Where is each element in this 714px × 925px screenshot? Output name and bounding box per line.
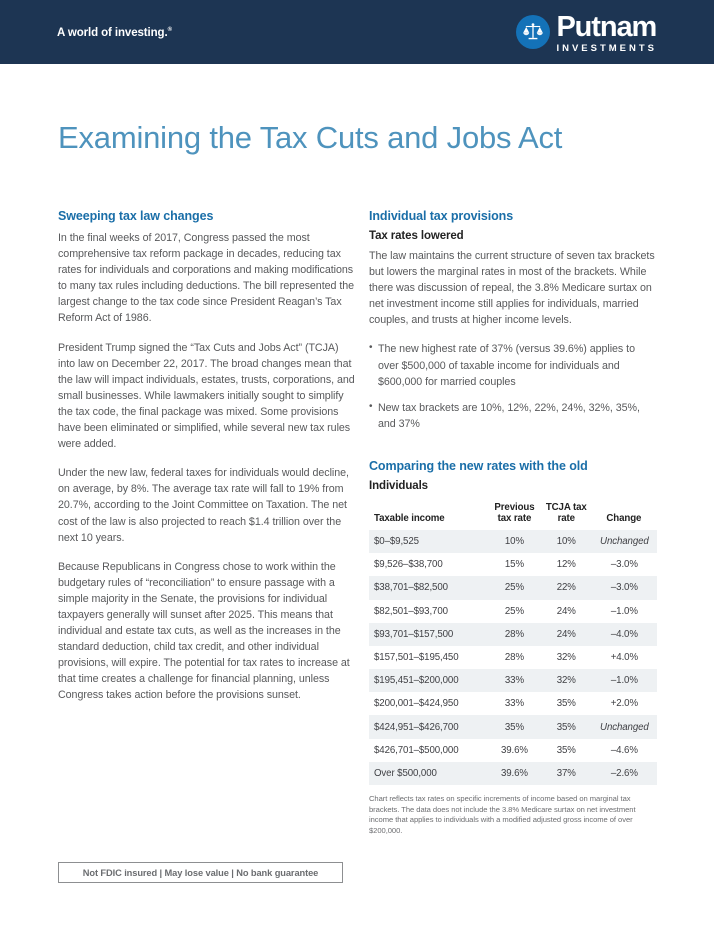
cell-tcja-tax-rate: 32% [542, 669, 591, 692]
cell-previous-tax-rate: 33% [487, 669, 542, 692]
table-row [369, 692, 657, 715]
table-row [369, 530, 657, 553]
provisions-bullet-list [369, 341, 657, 431]
cell-taxable-income: $9,526–$38,700 [374, 559, 443, 571]
table-header [369, 501, 657, 530]
cell-change: –1.0% [591, 669, 657, 692]
cell-previous-tax-rate: 35% [487, 715, 542, 738]
cell-change: +2.0% [610, 698, 638, 710]
spacer [369, 442, 657, 459]
table-row [369, 739, 657, 762]
cell-taxable-income: $93,701–$157,500 [369, 623, 487, 646]
paragraph: Under the new law, federal taxes for individuals would decline, on average, by 8%. The average tax rate will fall to 19% from 20.7%, according to the Joint Committee on Taxation. The net cost of the law is also projected to reach $1.4 trillion over the next 10 years. [58, 467, 349, 544]
table-body [369, 530, 657, 785]
cell-taxable-income: Over $500,000 [369, 762, 487, 785]
cell-previous-tax-rate: 25% [504, 605, 524, 617]
left-section-heading: Sweeping tax law changes [58, 209, 214, 223]
column-header-taxable-income: Taxable income [374, 513, 445, 525]
cell-change: –1.0% [610, 605, 638, 617]
table-row [369, 600, 657, 623]
cell-taxable-income: $157,501–$195,450 [374, 651, 459, 663]
cell-taxable-income: $38,701–$82,500 [369, 576, 487, 599]
header-tagline-text: A world of investing. [57, 27, 168, 39]
cell-previous-tax-rate: 25% [487, 576, 542, 599]
table-subheading: Individuals [369, 479, 428, 492]
disclosure-box [58, 862, 343, 883]
cell-taxable-income: $426,701–$500,000 [374, 744, 459, 756]
tax-rates-table [369, 501, 657, 785]
cell-tcja-tax-rate: 12% [556, 559, 576, 571]
cell-previous-tax-rate: 39.6% [500, 744, 528, 756]
cell-change: +4.0% [610, 651, 638, 663]
header-tagline [57, 27, 172, 39]
cell-change: Unchanged [591, 530, 657, 553]
cell-taxable-income: $424,951–$426,700 [369, 715, 487, 738]
cell-previous-tax-rate: 28% [504, 651, 524, 663]
col-header-line: Previous [494, 501, 535, 513]
table-row [369, 762, 657, 785]
column-header-tcja-tax-rate [542, 501, 591, 530]
column-header-change: Change [606, 513, 642, 525]
paragraph: The law maintains the current structure of seven tax brackets but lowers the marginal rates in most of the brackets. While there was discussion of repeal, the 3.8% Medicare surtax on net investment income still applies for individuals, married couples, and trusts at higher income levels. [369, 250, 655, 327]
cell-previous-tax-rate: 15% [504, 559, 524, 571]
cell-tcja-tax-rate: 24% [556, 605, 576, 617]
cell-tcja-tax-rate: 35% [556, 744, 576, 756]
table-row [369, 646, 657, 669]
cell-change: –3.0% [610, 559, 638, 571]
list-item: • The new highest rate of 37% (versus 39.6%) applies to over $500,000 of taxable income for individuals and $600,000 for married couples [369, 341, 657, 389]
left-column [58, 209, 356, 704]
page-title: Examining the Tax Cuts and Jobs Act [58, 120, 563, 155]
cell-taxable-income: $82,501–$93,700 [374, 605, 448, 617]
cell-tcja-tax-rate: 22% [542, 576, 591, 599]
table-row [369, 715, 657, 738]
cell-change: –2.6% [591, 762, 657, 785]
disclosure-text: Not FDIC insured | May lose value | No bank guarantee [82, 867, 319, 878]
right-column [369, 209, 657, 836]
putnam-logo [516, 11, 657, 54]
cell-tcja-tax-rate: 24% [542, 623, 591, 646]
scales-of-justice-icon [516, 15, 550, 49]
col-header-line: TCJA tax [545, 501, 587, 513]
logo-brand-name: Putnam [556, 11, 657, 43]
table-row [369, 576, 657, 599]
col-header-line: tax rate [497, 513, 532, 525]
page-header-band [0, 0, 714, 64]
table-header-row [369, 501, 657, 530]
cell-tcja-tax-rate: 35% [556, 698, 576, 710]
cell-taxable-income: $195,451–$200,000 [369, 669, 487, 692]
right-section-heading: Individual tax provisions [369, 209, 514, 223]
col-header-line: rate [557, 513, 575, 525]
logo-brand-subtitle: INVESTMENTS [556, 42, 657, 54]
cell-change: –4.0% [591, 623, 657, 646]
paragraph: Because Republicans in Congress chose to work within the budgetary rules of “reconciliation” to ensure passage with a simple majority in the Senate, the provisions for individual taxpayers generally will sunset after 2025. This means that individual and estate tax cuts, as well as the increases in the standard deduction, child tax credit, and other individual provisions, will expire. The potential for tax rates to increase at that time creates a challenge for financial planning, unless Congress takes action before the provisions sunset. [58, 560, 350, 702]
cell-tcja-tax-rate: 32% [556, 651, 576, 663]
cell-previous-tax-rate: 28% [487, 623, 542, 646]
table-row [369, 623, 657, 646]
registered-mark: ® [167, 27, 172, 34]
cell-tcja-tax-rate: 37% [542, 762, 591, 785]
table-row [369, 669, 657, 692]
table-row [369, 553, 657, 576]
column-header-previous-tax-rate [487, 501, 542, 530]
cell-previous-tax-rate: 10% [487, 530, 542, 553]
table-section-heading: Comparing the new rates with the old [369, 458, 588, 473]
cell-change: –3.0% [591, 576, 657, 599]
cell-change: Unchanged [591, 715, 657, 738]
cell-change: –4.6% [610, 744, 638, 756]
cell-tcja-tax-rate: 10% [542, 530, 591, 553]
cell-taxable-income: $0–$9,525 [369, 530, 487, 553]
logo-wordmark [556, 11, 657, 54]
list-item: • New tax brackets are 10%, 12%, 22%, 24%, 32%, 35%, and 37% [369, 400, 657, 432]
paragraph: In the final weeks of 2017, Congress passed the most comprehensive tax reform package in decades, reducing tax rates for individuals and corporations and making modifications to many tax rules including deductions. The bill represented the largest change to the tax code since President Reagan’s Tax Reform Act of 1986. [58, 232, 355, 325]
cell-previous-tax-rate: 33% [504, 698, 524, 710]
tax-rates-lowered-subheading: Tax rates lowered [369, 230, 464, 242]
table-footnote: Chart reflects tax rates on specific increments of income based on marginal tax brackets. The data does not include the 3.8% Medicare surtax on net investment income that applies to individuals with a modified adjusted gross income of over $200,000. [369, 794, 636, 835]
cell-taxable-income: $200,001–$424,950 [374, 698, 459, 710]
paragraph: President Trump signed the “Tax Cuts and Jobs Act” (TCJA) into law on December 22, 2017. The broad changes mean that the law will impact individuals, estates, trusts, corporations, and small businesses. While lawmakers initially sought to simplify the tax code, the final package was mixed. Some provisions have been eliminated or simplified, while several new tax rules were added. [58, 341, 355, 451]
cell-tcja-tax-rate: 35% [542, 715, 591, 738]
cell-previous-tax-rate: 39.6% [487, 762, 542, 785]
